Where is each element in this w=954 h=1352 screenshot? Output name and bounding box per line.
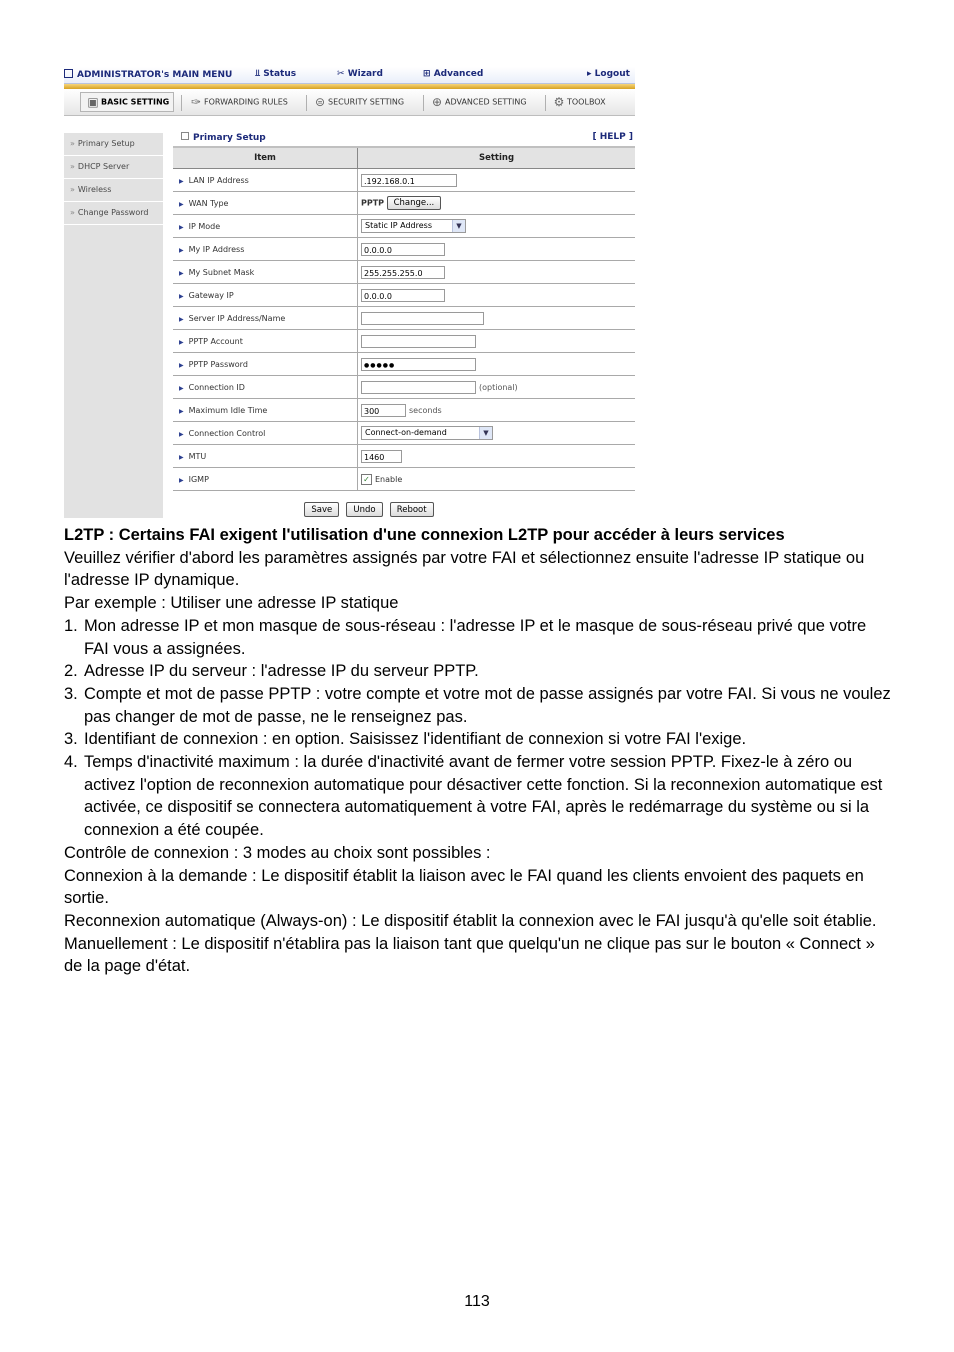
table-row: [173, 468, 635, 491]
gateway-ip-input[interactable]: 0.0.0.0: [361, 289, 445, 302]
arrow-right-icon: ▸: [587, 69, 592, 79]
igmp-enable-checkbox[interactable]: ✓: [361, 474, 372, 485]
router-screenshot: [64, 67, 635, 518]
row-label: ▶ IGMP: [173, 468, 358, 491]
tab-divider: [545, 95, 546, 111]
sidebar-item-wireless[interactable]: » Wireless: [64, 179, 163, 202]
toolbox-icon: ⚙: [553, 95, 565, 109]
mtu-input[interactable]: 1460: [361, 450, 402, 463]
change-wan-type-button[interactable]: Change...: [387, 196, 442, 210]
arrow-right-icon: ▶: [179, 246, 184, 254]
my-ip-address-input[interactable]: 0.0.0.0: [361, 243, 445, 256]
tab-advanced-setting[interactable]: ⊕ ADVANCED SETTING: [429, 93, 527, 111]
folder-icon: ▣: [87, 95, 99, 109]
status-icon: ⫫: [255, 69, 261, 79]
table-row: [173, 284, 635, 307]
bullet-icon: »: [70, 185, 75, 194]
table-row: [173, 353, 635, 376]
tab-forwarding-rules[interactable]: ✑ FORWARDING RULES: [188, 93, 288, 111]
table-row: [173, 445, 635, 468]
chevron-down-icon: ▼: [479, 427, 492, 439]
list-item: 1. Mon adresse IP et mon masque de sous-réseau : l'adresse IP et le masque de sous-réseau privé que votre FAI vous a assignées.: [64, 616, 867, 658]
table-row: [173, 307, 635, 330]
pptp-account-input[interactable]: [361, 335, 476, 348]
list-item: 4. Temps d'inactivité maximum : la durée d'inactivité avant de fermer votre session PPTP. Fixez-le à zéro ou activez l'option de reconnexion automatique pour désactiver cette fonction. Si la reconnexion automatique est activée, ce dispositif se connectera automatiquement à votre FAI, après le redémarrage du système ou si la connexion a été coupée.: [64, 753, 883, 840]
tab-toolbox[interactable]: ⚙ TOOLBOX: [551, 93, 606, 111]
row-label: ▶ PPTP Password: [173, 353, 358, 376]
security-icon: ⊜: [314, 95, 326, 109]
sidebar: [64, 133, 163, 518]
undo-button[interactable]: Undo: [346, 502, 382, 517]
action-buttons: [64, 499, 635, 518]
table-row: [173, 192, 635, 215]
arrow-right-icon: ▶: [179, 315, 184, 323]
arrow-right-icon: ▶: [179, 223, 184, 231]
wizard-link[interactable]: ✂ Wizard: [337, 69, 383, 79]
row-label: ▶ LAN IP Address: [173, 169, 358, 192]
advanced-setting-icon: ⊕: [431, 95, 443, 109]
sidebar-item-change-password[interactable]: » Change Password: [64, 202, 163, 225]
wan-type-value: PPTP: [361, 198, 385, 208]
max-idle-time-input[interactable]: 300: [361, 404, 406, 417]
main-menu-title: ADMINISTRATOR's MAIN MENU: [64, 69, 232, 80]
arrow-right-icon: ▶: [179, 200, 184, 208]
tab-security-setting[interactable]: ⊜ SECURITY SETTING: [312, 93, 404, 111]
instruction-list: [64, 615, 894, 842]
row-label: ▶ My IP Address: [173, 238, 358, 261]
save-button[interactable]: Save: [304, 502, 339, 517]
arrow-right-icon: ▶: [179, 177, 184, 185]
igmp-enable-label: Enable: [375, 474, 403, 484]
bullet-icon: »: [70, 208, 75, 217]
tab-divider: [181, 95, 182, 111]
example-line: Par exemple : Utiliser une adresse IP statique: [64, 594, 399, 613]
row-label: ▶ IP Mode: [173, 215, 358, 238]
table-row: [173, 422, 635, 445]
bullet-icon: »: [70, 162, 75, 171]
table-header-row: [173, 148, 635, 169]
seconds-unit: seconds: [409, 405, 442, 415]
row-label: ▶ Gateway IP: [173, 284, 358, 307]
mode-on-demand: Connexion à la demande : Le dispositif établit la liaison avec le FAI quand les clients envoient des paquets en sortie.: [64, 866, 864, 908]
menu-square-icon: [64, 69, 73, 78]
primary-setup-panel: [173, 129, 635, 491]
chevron-down-icon: ▼: [452, 220, 465, 232]
arrow-right-icon: ▶: [179, 453, 184, 461]
row-label: ▶ MTU: [173, 445, 358, 468]
server-ip-input[interactable]: [361, 312, 484, 325]
connection-control-select[interactable]: Connect-on-demand ▼: [361, 426, 493, 440]
arrow-right-icon: ▶: [179, 338, 184, 346]
document-body: [64, 524, 894, 978]
table-row: [173, 376, 635, 399]
row-label: ▶ PPTP Account: [173, 330, 358, 353]
column-header-setting: Setting: [358, 148, 636, 169]
logout-link[interactable]: ▸ Logout: [587, 69, 630, 79]
arrow-right-icon: ▶: [179, 384, 184, 392]
arrow-right-icon: ▶: [179, 269, 184, 277]
row-label: ▶ Connection ID: [173, 376, 358, 399]
optional-note: (optional): [479, 382, 518, 392]
table-row: [173, 169, 635, 192]
list-item: 3. Compte et mot de passe PPTP : votre compte et votre mot de passe assignés par votre FAI. Si vous ne voulez pas changer de mot de passe, ne le renseignez pas.: [64, 684, 891, 726]
column-header-item: Item: [173, 148, 358, 169]
help-link[interactable]: [ HELP ]: [592, 132, 633, 142]
row-label: ▶ WAN Type: [173, 192, 358, 215]
arrow-right-icon: ▶: [179, 407, 184, 415]
row-label: ▶ Connection Control: [173, 422, 358, 445]
section-heading: L2TP : Certains FAI exigent l'utilisation d'une connexion L2TP pour accéder à leurs services: [64, 526, 785, 544]
row-label: ▶ My Subnet Mask: [173, 261, 358, 284]
top-menu-bar: [64, 67, 635, 84]
tab-divider: [423, 95, 424, 111]
tab-basic-setting[interactable]: ▣ BASIC SETTING: [80, 92, 174, 112]
control-intro: Contrôle de connexion : 3 modes au choix sont possibles :: [64, 843, 491, 862]
sidebar-item-dhcp-server[interactable]: » DHCP Server: [64, 156, 163, 179]
mode-always-on: Reconnexion automatique (Always-on) : Le dispositif établit la connexion avec le FAI jusqu'à qu'elle soit établie.: [64, 911, 877, 930]
ip-mode-select[interactable]: Static IP Address ▼: [361, 219, 466, 233]
tab-divider: [306, 95, 307, 111]
row-label: ▶ Maximum Idle Time: [173, 399, 358, 422]
collapse-square-icon: [181, 132, 189, 140]
table-row: [173, 215, 635, 238]
wizard-icon: ✂: [337, 69, 345, 79]
arrow-right-icon: ▶: [179, 292, 184, 300]
connection-id-input[interactable]: [361, 381, 476, 394]
page-number: 113: [464, 1293, 490, 1310]
list-item: 3. Identifiant de connexion : en option. Saisissez l'identifiant de connexion si votre FAI l'exige.: [64, 730, 747, 749]
table-row: [173, 261, 635, 284]
bullet-icon: »: [70, 139, 75, 148]
arrow-right-icon: ▶: [179, 476, 184, 484]
status-link[interactable]: ⫫ Status: [255, 69, 297, 79]
table-row: [173, 238, 635, 261]
lan-ip-address-input[interactable]: .192.168.0.1: [361, 174, 457, 187]
advanced-icon: ⊞: [423, 69, 431, 79]
subnet-mask-input[interactable]: 255.255.255.0: [361, 266, 445, 279]
arrow-right-icon: ▶: [179, 361, 184, 369]
settings-table: [173, 148, 635, 491]
sidebar-item-primary-setup[interactable]: » Primary Setup: [64, 133, 163, 156]
pptp-password-input[interactable]: ●●●●●: [361, 358, 476, 371]
arrow-right-icon: ▶: [179, 430, 184, 438]
reboot-button[interactable]: Reboot: [390, 502, 434, 517]
row-label: ▶ Server IP Address/Name: [173, 307, 358, 330]
tab-bar: [64, 89, 635, 116]
advanced-link[interactable]: ⊞ Advanced: [423, 69, 484, 79]
list-item: 2. Adresse IP du serveur : l'adresse IP du serveur PPTP.: [64, 662, 479, 681]
panel-header: [173, 129, 635, 148]
mode-manual: Manuellement : Le dispositif n'établira pas la liaison tant que quelqu'un ne clique pas sur le bouton « Connect » de la page d'état.: [64, 934, 875, 976]
table-row: [173, 399, 635, 422]
panel-title: Primary Setup: [173, 132, 266, 143]
forwarding-icon: ✑: [190, 95, 202, 109]
intro-paragraph: Veuillez vérifier d'abord les paramètres assignés par votre FAI et sélectionnez ensuite l'adresse IP statique ou l'adresse IP dynamique.: [64, 548, 865, 590]
table-row: [173, 330, 635, 353]
